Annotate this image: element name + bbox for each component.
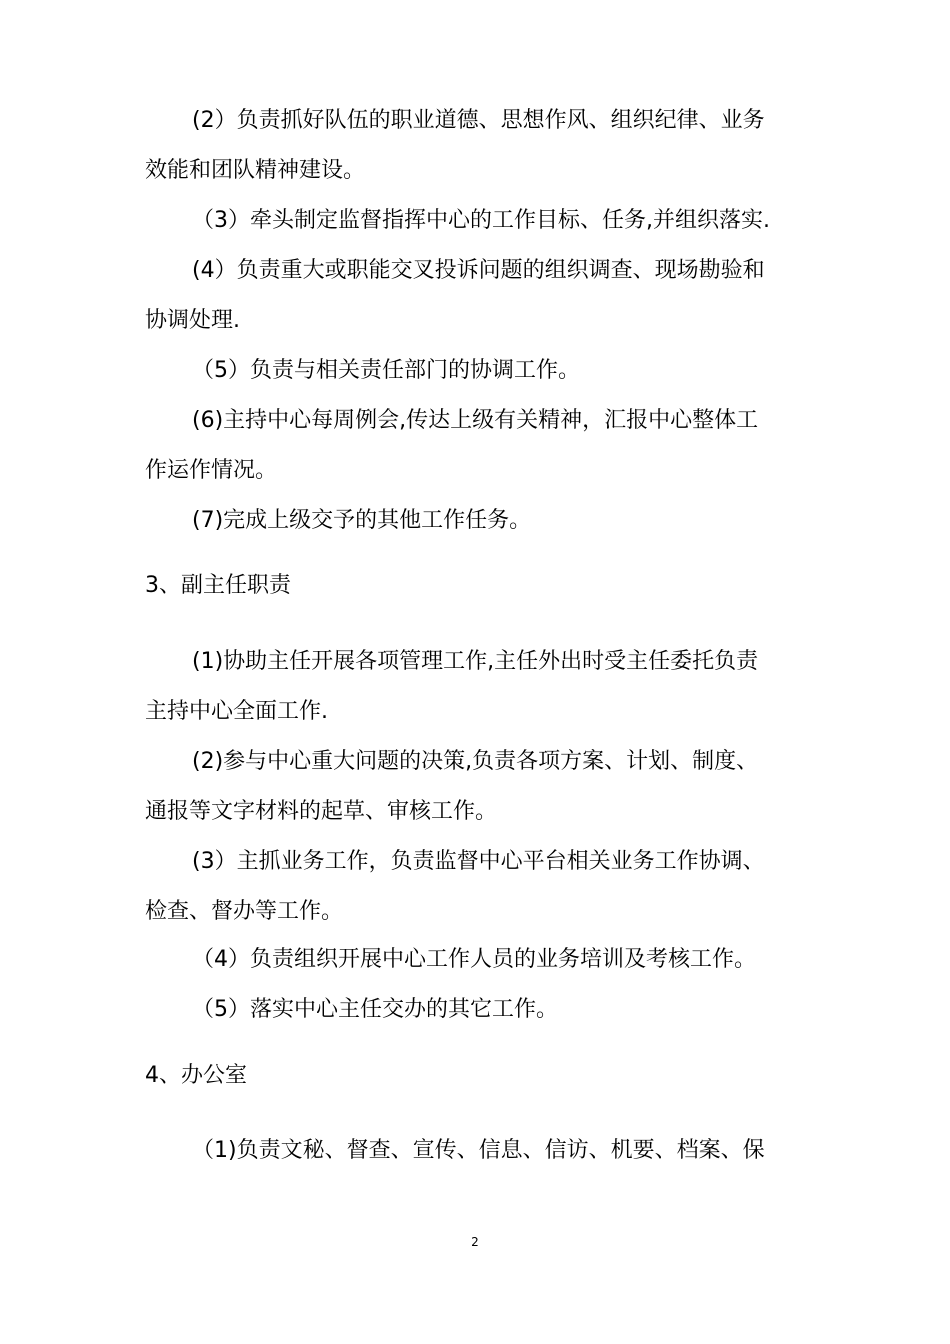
deputy-paragraph-4-line-1: （4）负责组织开展中心工作人员的业务培训及考核工作。 [192,947,756,972]
deputy-paragraph-1-line-2: 主持中心全面工作. [145,699,328,724]
paragraph-2-line-2: 效能和团队精神建设。 [145,158,366,183]
paragraph-4-line-2: 协调处理. [145,308,240,333]
paragraph-3-line-1: （3）牵头制定监督指挥中心的工作目标、任务,并组织落实. [192,208,770,233]
deputy-paragraph-3-line-1: (3）主抓业务工作，负责监督中心平台相关业务工作协调、 [192,849,765,874]
paragraph-4-line-1: (4）负责重大或职能交叉投诉问题的组织调查、现场勘验和 [192,258,765,283]
deputy-paragraph-2-line-1: (2)参与中心重大问题的决策,负责各项方案、计划、制度、 [192,749,759,774]
office-paragraph-1-line-1: （1)负责文秘、督查、宣传、信息、信访、机要、档案、保 [192,1138,765,1163]
page-number: 2 [471,1235,479,1249]
deputy-paragraph-1-line-1: (1)协助主任开展各项管理工作,主任外出时受主任委托负责 [192,649,759,674]
paragraph-5-line-1: （5）负责与相关责任部门的协调工作。 [192,358,580,383]
paragraph-6-line-1: (6)主持中心每周例会,传达上级有关精神，汇报中心整体工 [192,408,759,433]
paragraph-6-line-2: 作运作情况。 [145,458,278,483]
section-heading-deputy-director: 3、副主任职责 [145,573,291,598]
paragraph-2-line-1: (2）负责抓好队伍的职业道德、思想作风、组织纪律、业务 [192,108,765,133]
section-heading-office: 4、办公室 [145,1063,247,1088]
deputy-paragraph-5-line-1: （5）落实中心主任交办的其它工作。 [192,997,558,1022]
deputy-paragraph-3-line-2: 检查、督办等工作。 [145,899,344,924]
paragraph-7-line-1: (7)完成上级交予的其他工作任务。 [192,508,532,533]
deputy-paragraph-2-line-2: 通报等文字材料的起草、审核工作。 [145,799,498,824]
